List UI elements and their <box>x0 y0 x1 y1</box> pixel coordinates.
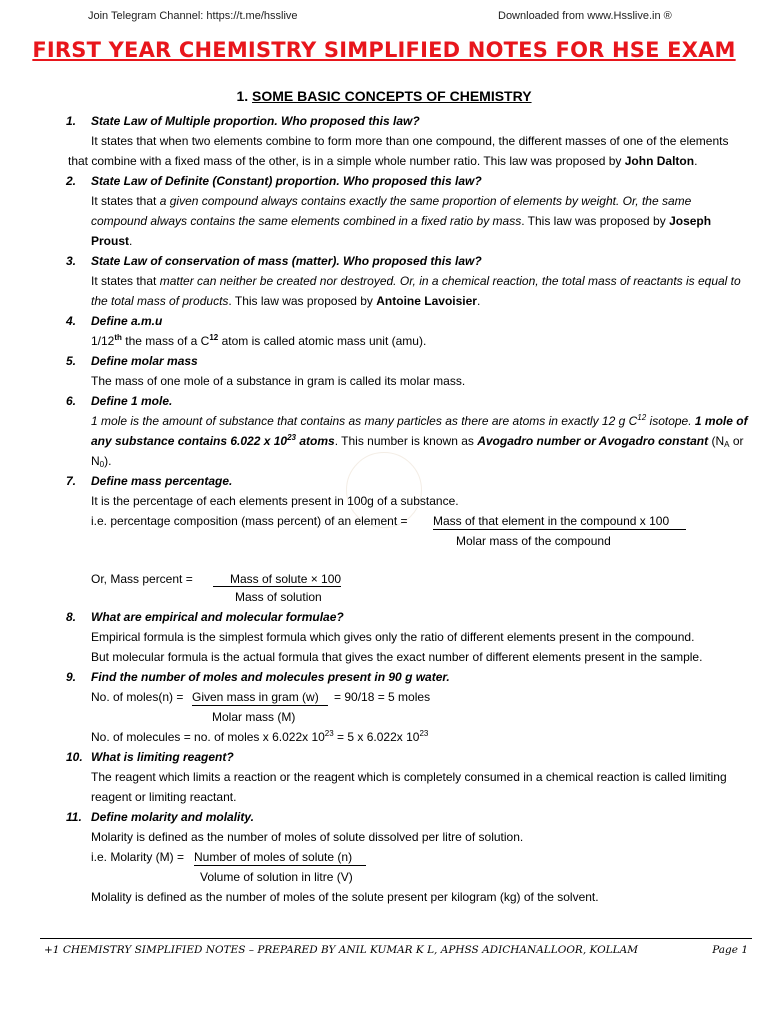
question-2: 2. State Law of Definite (Constant) proportion. Who proposed this law? <box>66 174 482 188</box>
formula-numerator: Given mass in gram (w) <box>192 690 319 704</box>
molarity-formula: i.e. Molarity (M) = Number of moles of solute (n) <box>68 847 748 867</box>
fraction-bar <box>192 705 328 706</box>
question-8: 8. What are empirical and molecular formulae? <box>66 610 344 624</box>
formula-denominator: Molar mass of the compound <box>456 534 611 548</box>
document-title: FIRST YEAR CHEMISTRY SIMPLIFIED NOTES FOR HSE EXAM <box>32 38 736 62</box>
fraction-bar <box>194 865 366 866</box>
notes-body <box>68 111 748 907</box>
mass-percent-formula-1-denominator <box>68 531 748 551</box>
mass-percent-formula-2: Or, Mass percent = Mass of solute × 100 <box>68 571 748 591</box>
answer-1: It states that when two elements combine to form more than one compound, the different masses of one of the elements that combine with a fixed mass of the other, is in a simple whole number ratio. This law was proposed by John Dalton. <box>68 134 729 168</box>
page-number: Page 1 <box>712 944 748 956</box>
answer-11a: Molarity is defined as the number of moles of solute dissolved per litre of solution. <box>91 830 524 844</box>
formula-denominator: Volume of solution in litre (V) <box>200 870 353 884</box>
molecules-calculation: No. of molecules = no. of moles x 6.022x $10^{23} = 5$ x 6.022x $10^{23}$ <box>91 729 429 744</box>
answer-11b: Molality is defined as the number of moles of the solute present per kilogram (kg) of the solvent. <box>91 890 599 904</box>
section-heading <box>0 88 768 104</box>
section-title: SOME BASIC CONCEPTS OF CHEMISTRY <box>252 88 532 104</box>
telegram-link-text: Join Telegram Channel: https://t.me/hsslive <box>88 10 298 22</box>
formula-denominator: Molar mass (M) <box>212 710 296 724</box>
section-number: 1. <box>236 88 249 104</box>
formula-denominator: Mass of solution <box>235 590 322 604</box>
answer-3: It states that matter can neither be created nor destroyed. Or, in a chemical reaction, the total mass of reactants is equal to the total mass of products. This law was proposed by Antoine Lavoisier. <box>91 274 741 308</box>
answer-6: 1 mole is the amount of substance that contains as many particles as there are atoms in exactly 12 g $C^{12}$ isotope. 1 mole of any substance contains 6.022 x $10^{23}$ atoms. This number is known as Avogadro number or Avogadro constant ($N_A$ or $N_0$). <box>91 413 748 469</box>
moles-formula: No. of moles(n) = Given mass in gram (w) = 90/18 = 5 moles <box>68 687 748 707</box>
footer-credit: +1 CHEMISTRY SIMPLIFIED NOTES – PREPARED BY ANIL KUMAR K L, APHSS ADICHANALLOOR, KOLLAM <box>44 944 638 956</box>
question-4: 4. Define a.m.u <box>66 314 163 328</box>
question-9: 9. Find the number of moles and molecules present in 90 g water. <box>66 670 450 684</box>
mass-percent-formula-1: i.e. percentage composition (mass percent) of an element = Mass of that element in the compound x 100 <box>68 511 748 531</box>
question-1: 1. State Law of Multiple proportion. Who proposed this law? <box>66 114 420 128</box>
moles-formula-denominator <box>68 707 748 727</box>
answer-10: The reagent which limits a reaction or the reagent which is completely consumed in a chemical reaction is called limiting reagent or limiting reactant. <box>91 770 727 804</box>
footer-divider <box>40 938 752 939</box>
molarity-formula-denominator <box>68 867 748 887</box>
formula-numerator: Mass of that element in the compound x 100 <box>433 514 670 528</box>
question-11: 11. Define molarity and molality. <box>66 810 254 824</box>
answer-7: It is the percentage of each elements present in 100g of a substance. <box>91 494 459 508</box>
source-text: Downloaded from www.Hsslive.in ® <box>498 10 672 22</box>
question-3: 3. State Law of conservation of mass (matter). Who proposed this law? <box>66 254 482 268</box>
moles-result: = 90/18 = 5 moles <box>334 690 431 704</box>
question-7: 7. Define mass percentage. <box>66 474 233 488</box>
question-5: 5. Define molar mass <box>66 354 198 368</box>
mass-percent-formula-2-denominator <box>68 591 748 607</box>
formula-numerator: Mass of solute × 100 <box>230 572 342 586</box>
answer-8a: Empirical formula is the simplest formula which gives only the ratio of different elements present in the compound. <box>91 630 695 644</box>
page-header <box>0 10 768 26</box>
question-6: 6. Define 1 mole. <box>66 394 173 408</box>
answer-8b: But molecular formula is the actual formula that gives the exact number of different elements present in the sample. <box>91 650 703 664</box>
question-10: 10. What is limiting reagent? <box>66 750 234 764</box>
answer-5: The mass of one mole of a substance in gram is called its molar mass. <box>91 374 466 388</box>
answer-2: It states that a given compound always contains exactly the same proportion of elements by weight. Or, the same compound always contains the same elements combined in a fixed ratio by mass. This law was proposed by Joseph Proust. <box>91 194 712 248</box>
fraction-bar <box>433 529 686 530</box>
formula-numerator: Number of moles of solute (n) <box>194 850 353 864</box>
answer-4: 1/12th the mass of a $C^{12}$ atom is called atomic mass unit (amu). <box>91 333 427 348</box>
